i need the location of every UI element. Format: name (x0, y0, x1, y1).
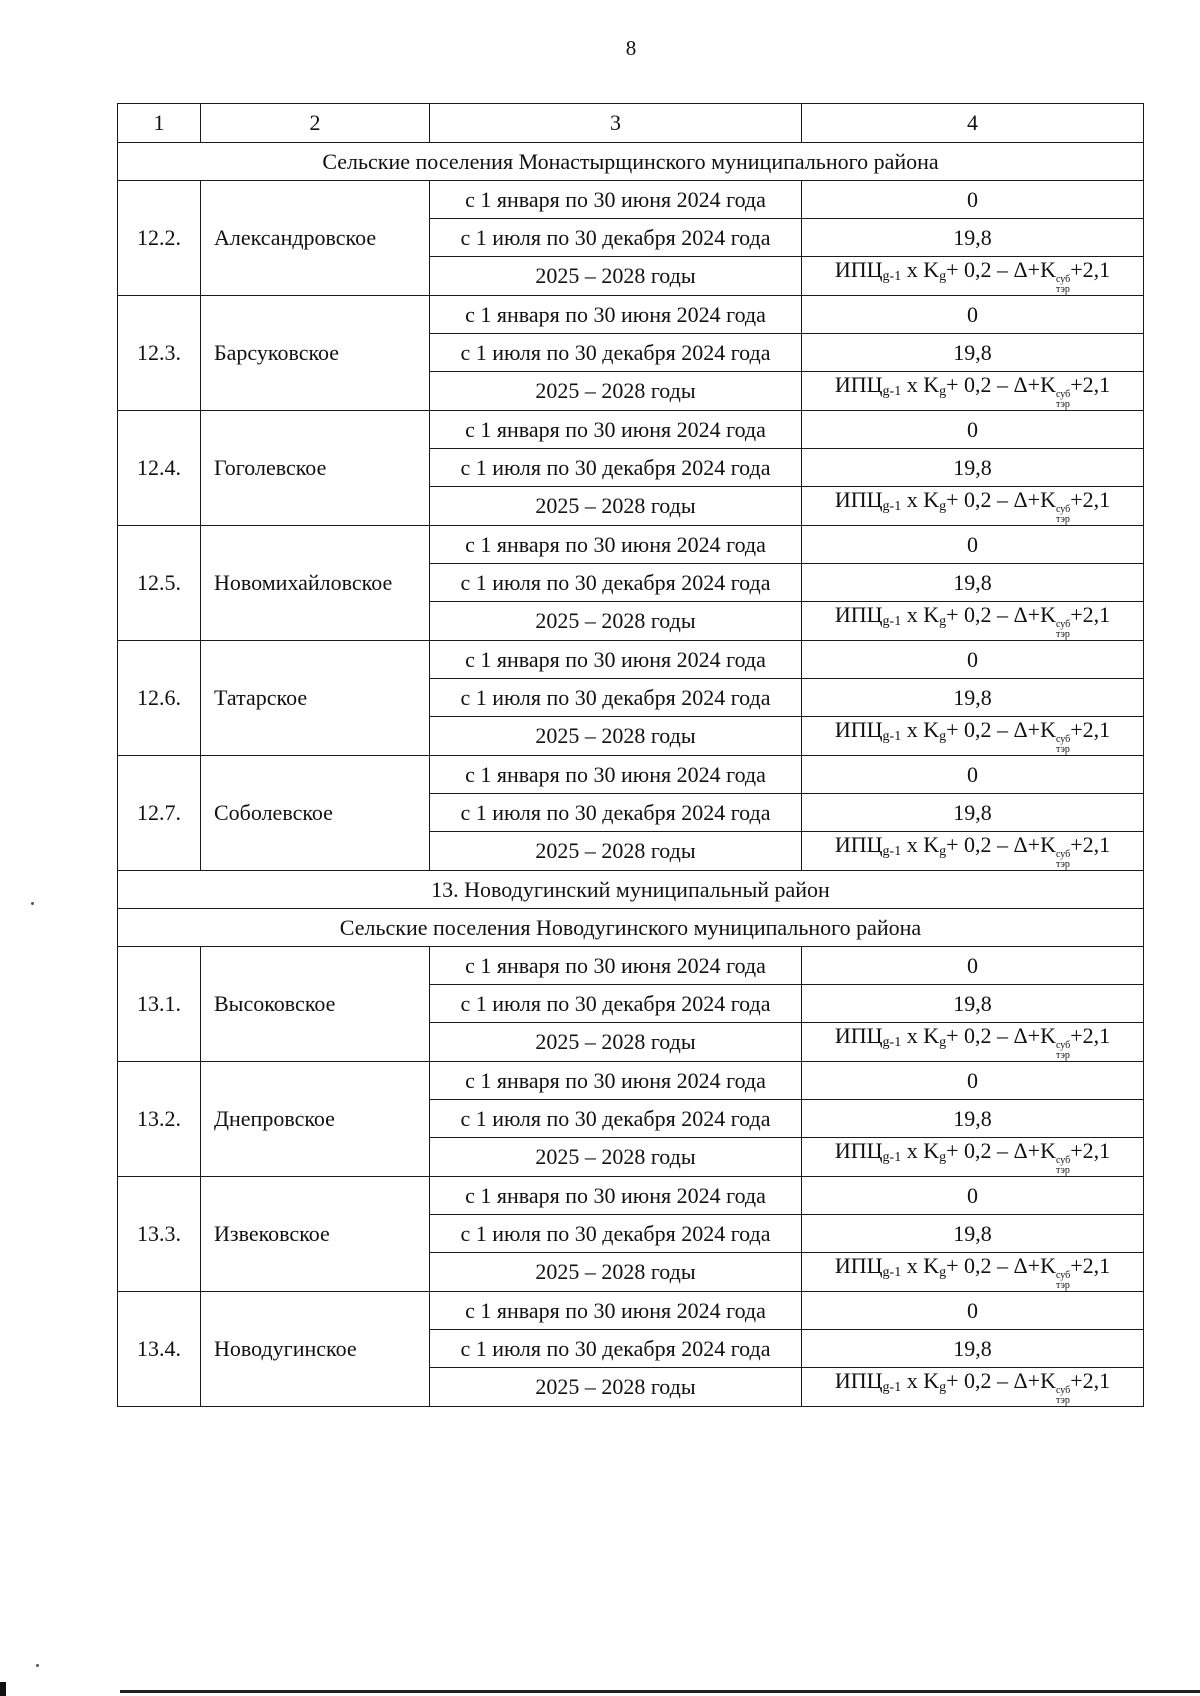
formula-k: K (1040, 602, 1056, 627)
settlement-name: Извековское (201, 1177, 430, 1292)
row-number: 12.7. (118, 756, 201, 871)
value-cell: 19,8 (802, 334, 1144, 372)
value-cell (802, 1138, 1144, 1177)
period-cell: 2025 – 2028 годы (430, 1253, 802, 1292)
formula-k: K (923, 602, 940, 627)
settlement-name: Соболевское (201, 756, 430, 871)
formula-times: x (906, 602, 918, 627)
formula-tail: +2,1 (1070, 257, 1111, 282)
formula-tail: +2,1 (1070, 487, 1111, 512)
settlement-name: Татарское (201, 641, 430, 756)
value-cell (802, 602, 1144, 641)
table-row (118, 1292, 1144, 1330)
settlement-name: Новомихайловское (201, 526, 430, 641)
formula-rest: + 0,2 – Δ+ (946, 832, 1041, 857)
table-row (118, 411, 1144, 449)
period-cell: 2025 – 2028 годы (430, 602, 802, 641)
value-cell: 0 (802, 1062, 1144, 1100)
formula-main: ИПЦ (834, 1138, 883, 1163)
formula (834, 602, 1111, 640)
formula-sup: суб (1055, 619, 1071, 630)
formula-main: ИПЦ (834, 487, 883, 512)
period-cell: с 1 января по 30 июня 2024 года (430, 296, 802, 334)
formula-k: K (1040, 257, 1056, 282)
formula-k: K (1040, 487, 1056, 512)
table-row (118, 526, 1144, 564)
period-cell: с 1 января по 30 июня 2024 года (430, 181, 802, 219)
formula-sub: g (939, 269, 947, 284)
formula-sub: g-1 (882, 499, 902, 514)
settlement-name: Высоковское (201, 947, 430, 1062)
period-cell: с 1 января по 30 июня 2024 года (430, 756, 802, 794)
page-number: 8 (625, 36, 637, 60)
formula-sub: g-1 (882, 1150, 902, 1165)
formula-sub: g (939, 384, 947, 399)
value-cell: 0 (802, 947, 1144, 985)
table-row (118, 756, 1144, 794)
row-number: 13.2. (118, 1062, 201, 1177)
formula (834, 1368, 1111, 1406)
formula-k: K (923, 717, 940, 742)
formula (834, 717, 1111, 755)
period-cell: с 1 января по 30 июня 2024 года (430, 1062, 802, 1100)
formula-rest: + 0,2 – Δ+ (946, 372, 1041, 397)
formula-main: ИПЦ (834, 717, 883, 742)
period-cell: 2025 – 2028 годы (430, 1138, 802, 1177)
formula-kstack (1056, 1156, 1070, 1176)
value-cell: 19,8 (802, 219, 1144, 257)
row-number: 12.5. (118, 526, 201, 641)
value-cell (802, 257, 1144, 296)
period-cell: с 1 января по 30 июня 2024 года (430, 947, 802, 985)
formula-k: K (923, 487, 940, 512)
formula-main: ИПЦ (834, 1253, 883, 1278)
value-cell: 0 (802, 411, 1144, 449)
value-cell: 19,8 (802, 679, 1144, 717)
formula-kstack (1056, 1041, 1070, 1061)
period-cell: 2025 – 2028 годы (430, 1368, 802, 1407)
formula-sup: суб (1055, 274, 1071, 285)
tariff-table (117, 103, 1144, 1407)
formula-sup: суб (1055, 1270, 1071, 1281)
formula-rest: + 0,2 – Δ+ (946, 602, 1041, 627)
formula-tail: +2,1 (1070, 1023, 1111, 1048)
formula-k: K (1040, 372, 1056, 397)
formula-sub: g (939, 1265, 947, 1280)
formula-kstack (1056, 1271, 1070, 1291)
formula (834, 1138, 1111, 1176)
period-cell: 2025 – 2028 годы (430, 487, 802, 526)
formula-kstack (1056, 505, 1070, 525)
period-cell: с 1 июля по 30 декабря 2024 года (430, 219, 802, 257)
row-number: 13.1. (118, 947, 201, 1062)
period-cell: 2025 – 2028 годы (430, 372, 802, 411)
period-cell: 2025 – 2028 годы (430, 1023, 802, 1062)
formula-sub: тэр (1055, 399, 1070, 410)
formula-tail: +2,1 (1070, 602, 1111, 627)
formula-main: ИПЦ (834, 1368, 883, 1393)
formula-sub: g-1 (882, 844, 902, 859)
formula (834, 487, 1111, 525)
formula-times: x (906, 257, 918, 282)
margin-dot (31, 902, 34, 905)
formula-sup: суб (1055, 504, 1071, 515)
formula-kstack (1056, 390, 1070, 410)
value-cell: 0 (802, 1177, 1144, 1215)
value-cell (802, 372, 1144, 411)
formula-sup: суб (1055, 734, 1071, 745)
bottom-rule (120, 1690, 1200, 1693)
formula-sub: тэр (1055, 1050, 1070, 1061)
formula-sub: тэр (1055, 859, 1070, 870)
formula-sub: тэр (1055, 1280, 1070, 1291)
formula-k: K (1040, 717, 1056, 742)
formula-sup: суб (1055, 1155, 1071, 1166)
section-heading-row (118, 909, 1144, 947)
formula-rest: + 0,2 – Δ+ (946, 257, 1041, 282)
header-cell: 2 (201, 104, 430, 143)
formula-kstack (1056, 620, 1070, 640)
value-cell: 19,8 (802, 1215, 1144, 1253)
value-cell: 0 (802, 181, 1144, 219)
period-cell: 2025 – 2028 годы (430, 832, 802, 871)
period-cell: с 1 января по 30 июня 2024 года (430, 1292, 802, 1330)
table-row (118, 1177, 1144, 1215)
formula-k: K (923, 832, 940, 857)
row-number: 12.3. (118, 296, 201, 411)
section-heading: Сельские поселения Новодугинского муниципального района (118, 909, 1144, 947)
formula-sub: g-1 (882, 1035, 902, 1050)
table-row (118, 296, 1144, 334)
value-cell: 0 (802, 1292, 1144, 1330)
formula-main: ИПЦ (834, 1023, 883, 1048)
header-cell: 4 (802, 104, 1144, 143)
formula-sub: тэр (1055, 514, 1070, 525)
formula-sup: суб (1055, 849, 1071, 860)
formula-rest: + 0,2 – Δ+ (946, 717, 1041, 742)
formula-times: x (906, 717, 918, 742)
formula-times: x (906, 487, 918, 512)
period-cell: с 1 июля по 30 декабря 2024 года (430, 1100, 802, 1138)
value-cell: 0 (802, 526, 1144, 564)
formula-k: K (1040, 1253, 1056, 1278)
value-cell (802, 1023, 1144, 1062)
table-header-row (118, 104, 1144, 143)
formula-tail: +2,1 (1070, 1368, 1111, 1393)
formula-times: x (906, 1138, 918, 1163)
formula-sub: g (939, 1150, 947, 1165)
formula-k: K (1040, 1138, 1056, 1163)
row-number: 13.4. (118, 1292, 201, 1407)
formula-tail: +2,1 (1070, 1253, 1111, 1278)
value-cell: 19,8 (802, 794, 1144, 832)
settlement-name: Днепровское (201, 1062, 430, 1177)
formula-sub: тэр (1055, 744, 1070, 755)
scan-mark (0, 1682, 6, 1696)
header-cell: 3 (430, 104, 802, 143)
period-cell: с 1 июля по 30 декабря 2024 года (430, 449, 802, 487)
period-cell: 2025 – 2028 годы (430, 717, 802, 756)
value-cell (802, 487, 1144, 526)
formula-tail: +2,1 (1070, 372, 1111, 397)
period-cell: 2025 – 2028 годы (430, 257, 802, 296)
formula-sub: g-1 (882, 269, 902, 284)
formula-kstack (1056, 275, 1070, 295)
formula-sup: суб (1055, 1385, 1071, 1396)
formula (834, 372, 1111, 410)
settlement-name: Александровское (201, 181, 430, 296)
value-cell: 19,8 (802, 1330, 1144, 1368)
row-number: 13.3. (118, 1177, 201, 1292)
table-row (118, 947, 1144, 985)
formula-tail: +2,1 (1070, 832, 1111, 857)
formula-sub: g-1 (882, 729, 902, 744)
formula-sub: тэр (1055, 629, 1070, 640)
formula-kstack (1056, 735, 1070, 755)
formula-tail: +2,1 (1070, 1138, 1111, 1163)
table-row (118, 181, 1144, 219)
formula-k: K (1040, 1023, 1056, 1048)
formula-tail: +2,1 (1070, 717, 1111, 742)
formula-k: K (923, 1253, 940, 1278)
formula-sup: суб (1055, 1040, 1071, 1051)
margin-dot (36, 1664, 39, 1667)
formula-sub: g (939, 1035, 947, 1050)
settlement-name: Гоголевское (201, 411, 430, 526)
formula-sub: g (939, 729, 947, 744)
value-cell (802, 1253, 1144, 1292)
header-cell: 1 (118, 104, 201, 143)
settlement-name: Новодугинское (201, 1292, 430, 1407)
formula-sub: g (939, 614, 947, 629)
formula-k: K (923, 372, 940, 397)
formula-sub: g-1 (882, 384, 902, 399)
row-number: 12.2. (118, 181, 201, 296)
value-cell: 19,8 (802, 1100, 1144, 1138)
formula-k: K (1040, 832, 1056, 857)
period-cell: с 1 июля по 30 декабря 2024 года (430, 564, 802, 602)
formula-rest: + 0,2 – Δ+ (946, 487, 1041, 512)
value-cell: 0 (802, 756, 1144, 794)
formula-sub: g (939, 844, 947, 859)
period-cell: с 1 января по 30 июня 2024 года (430, 641, 802, 679)
formula-sub: тэр (1055, 1165, 1070, 1176)
formula-k: K (923, 1023, 940, 1048)
formula-times: x (906, 372, 918, 397)
formula (834, 257, 1111, 295)
formula-main: ИПЦ (834, 372, 883, 397)
section-heading-row (118, 143, 1144, 181)
formula-sub: g-1 (882, 614, 902, 629)
value-cell (802, 832, 1144, 871)
section-heading: Сельские поселения Монастырщинского муниципального района (118, 143, 1144, 181)
table-row (118, 641, 1144, 679)
period-cell: с 1 июля по 30 декабря 2024 года (430, 1215, 802, 1253)
value-cell: 19,8 (802, 985, 1144, 1023)
value-cell: 0 (802, 641, 1144, 679)
formula-k: K (1040, 1368, 1056, 1393)
formula-kstack (1056, 850, 1070, 870)
formula-main: ИПЦ (834, 257, 883, 282)
value-cell (802, 717, 1144, 756)
formula-kstack (1056, 1386, 1070, 1406)
formula-sup: суб (1055, 389, 1071, 400)
formula-k: K (923, 1138, 940, 1163)
formula (834, 1253, 1111, 1291)
formula-rest: + 0,2 – Δ+ (946, 1253, 1041, 1278)
value-cell: 19,8 (802, 449, 1144, 487)
period-cell: с 1 января по 30 июня 2024 года (430, 1177, 802, 1215)
formula-sub: g (939, 499, 947, 514)
formula-k: K (923, 257, 940, 282)
formula-rest: + 0,2 – Δ+ (946, 1138, 1041, 1163)
formula (834, 832, 1111, 870)
formula (834, 1023, 1111, 1061)
formula-times: x (906, 1368, 918, 1393)
period-cell: с 1 января по 30 июня 2024 года (430, 526, 802, 564)
formula-sub: g-1 (882, 1265, 902, 1280)
formula-sub: тэр (1055, 284, 1070, 295)
formula-rest: + 0,2 – Δ+ (946, 1368, 1041, 1393)
period-cell: с 1 июля по 30 декабря 2024 года (430, 794, 802, 832)
value-cell: 0 (802, 296, 1144, 334)
table-row (118, 1062, 1144, 1100)
formula-main: ИПЦ (834, 832, 883, 857)
value-cell (802, 1368, 1144, 1407)
formula-sub: g-1 (882, 1380, 902, 1395)
formula-k: K (923, 1368, 940, 1393)
section-heading: 13. Новодугинский муниципальный район (118, 871, 1144, 909)
period-cell: с 1 июля по 30 декабря 2024 года (430, 679, 802, 717)
settlement-name: Барсуковское (201, 296, 430, 411)
formula-sub: тэр (1055, 1395, 1070, 1406)
formula-times: x (906, 1253, 918, 1278)
period-cell: с 1 января по 30 июня 2024 года (430, 411, 802, 449)
formula-times: x (906, 832, 918, 857)
period-cell: с 1 июля по 30 декабря 2024 года (430, 334, 802, 372)
section-heading-row (118, 871, 1144, 909)
value-cell: 19,8 (802, 564, 1144, 602)
row-number: 12.6. (118, 641, 201, 756)
period-cell: с 1 июля по 30 декабря 2024 года (430, 985, 802, 1023)
formula-times: x (906, 1023, 918, 1048)
formula-sub: g (939, 1380, 947, 1395)
formula-rest: + 0,2 – Δ+ (946, 1023, 1041, 1048)
period-cell: с 1 июля по 30 декабря 2024 года (430, 1330, 802, 1368)
row-number: 12.4. (118, 411, 201, 526)
formula-main: ИПЦ (834, 602, 883, 627)
